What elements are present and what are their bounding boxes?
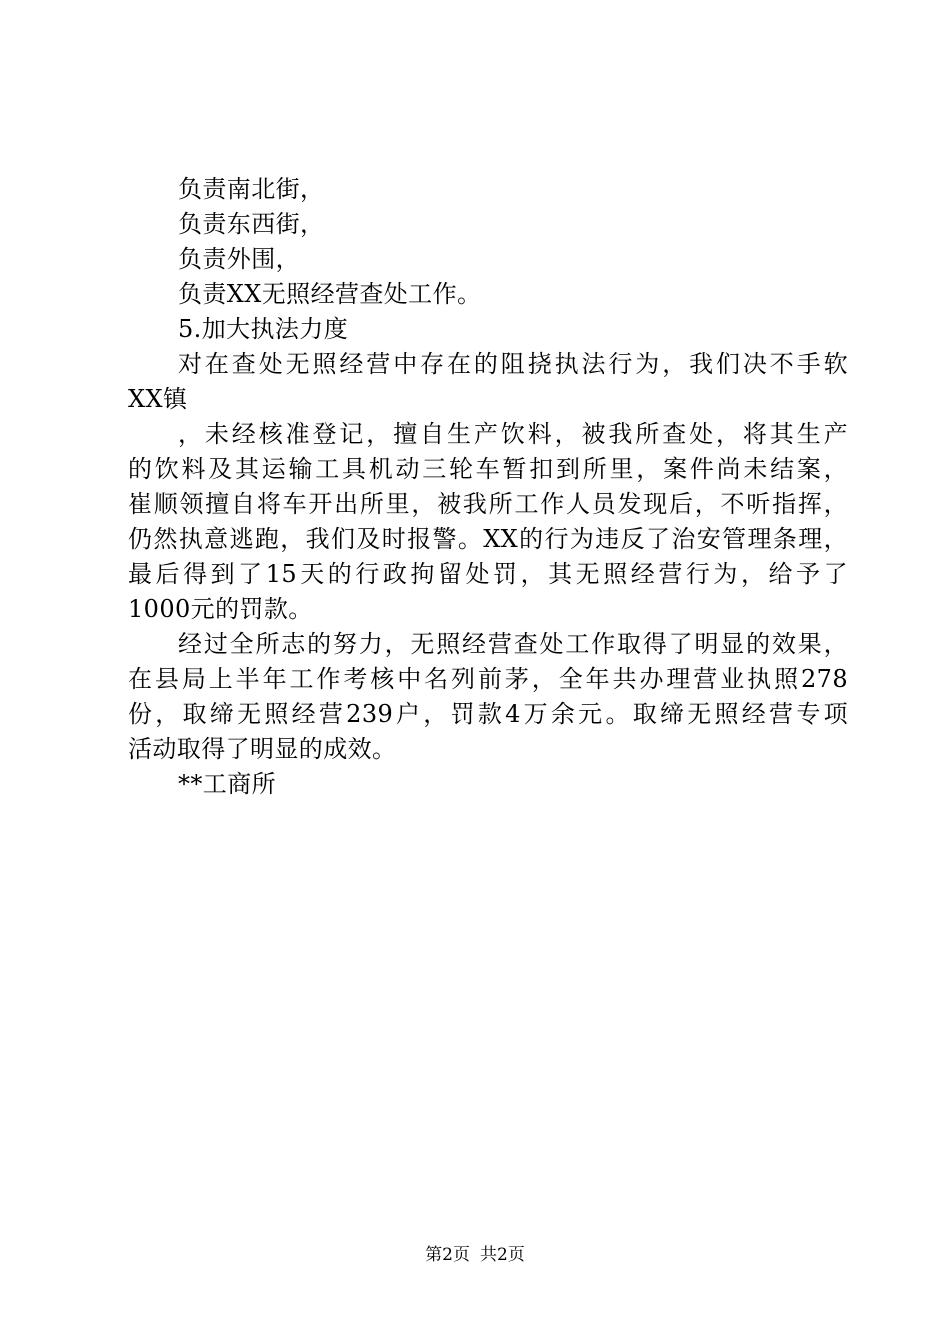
document-body — [128, 172, 848, 802]
text-line: 最后得到了15天的行政拘留处罚，其无照经营行为，给予了 — [128, 560, 848, 588]
text-line: 负责东西街， — [178, 210, 325, 238]
text-line: **工商所 — [178, 770, 276, 798]
page-footer — [0, 1244, 950, 1266]
text-line: 负责南北街， — [178, 175, 325, 203]
text-line: 5.加大执法力度 — [178, 315, 349, 343]
page-number: 第2页 — [425, 1245, 470, 1265]
text-line: ，未经核准登记，擅自生产饮料，被我所查处，将其生产 — [178, 420, 848, 448]
text-line: 对在查处无照经营中存在的阻挠执法行为，我们决不手软 — [178, 350, 848, 378]
text-line: 负责外围， — [178, 245, 300, 273]
text-line: 经过全所志的努力，无照经营查处工作取得了明显的效果， — [178, 630, 848, 658]
text-line: 在县局上半年工作考核中名列前茅，全年共办理营业执照278 — [128, 665, 848, 693]
text-line: 活动取得了明显的成效。 — [128, 735, 397, 763]
text-line: 崔顺领擅自将车开出所里，被我所工作人员发现后，不听指挥， — [128, 490, 848, 518]
text-line: 的饮料及其运输工具机动三轮车暂扣到所里，案件尚未结案， — [128, 455, 848, 483]
text-line: XX镇 — [128, 385, 188, 413]
text-line: 1000元的罚款。 — [128, 595, 313, 623]
text-line: 仍然执意逃跑，我们及时报警。XX的行为违反了治安管理条理， — [128, 525, 848, 553]
page-total: 共2页 — [480, 1245, 525, 1265]
text-line: 份，取缔无照经营239户，罚款4万余元。取缔无照经营专项 — [128, 700, 848, 728]
text-line: 负责XX无照经营查处工作。 — [178, 280, 482, 308]
